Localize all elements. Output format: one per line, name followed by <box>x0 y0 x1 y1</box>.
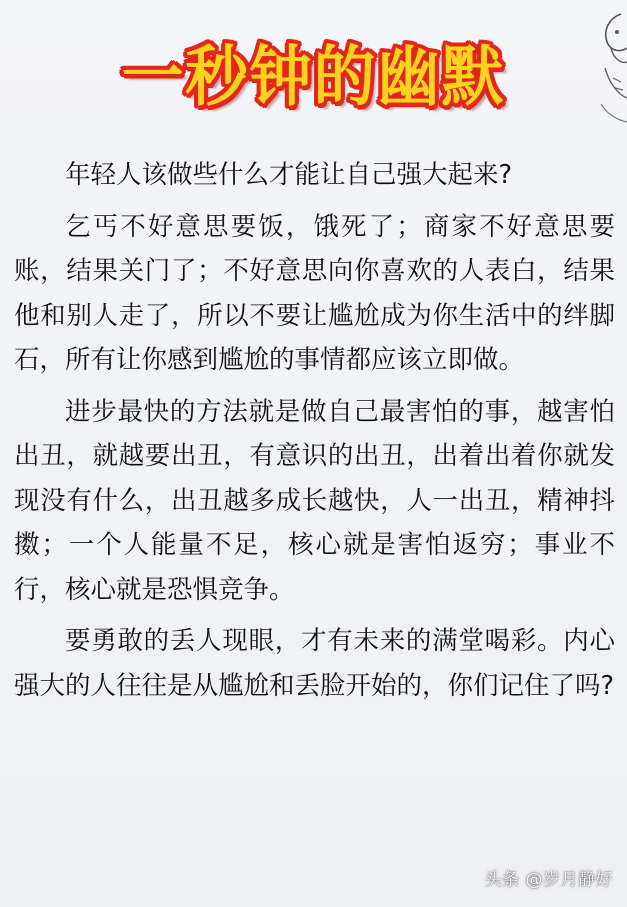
paragraph-progress: 进步最快的方法就是做自己最害怕的事，越害怕出丑，就越要出丑，有意识的出丑，出着出着你就发现没有什么，出丑越多成长越快，人一出丑，精神抖擞；一个人能量不足，核心就是害怕返穷；事业不行，核心就是恐惧竞争。 <box>14 396 615 605</box>
page-title: 一秒钟的幽默 <box>121 38 506 115</box>
paragraph-question: 年轻人该做些什么才能让自己强大起来? <box>65 160 513 190</box>
paragraph-embarrassment: 乞丐不好意思要饭，饿死了；商家不好意思要账，结果关门了；不好意思向你喜欢的人表白，结果他和别人走了，所以不要让尴尬成为你生活中的绊脚石，所有让你感到尴尬的事情都应该立即做。 <box>14 211 615 375</box>
source-watermark: 头条 @岁月静好 <box>484 870 613 890</box>
title-banner <box>0 38 627 116</box>
article-body <box>14 153 615 715</box>
paragraph-conclusion: 要勇敢的丢人现眼，才有未来的满堂喝彩。内心强大的人往往是从尴尬和丢脸开始的，你们记住了吗? <box>14 626 615 701</box>
